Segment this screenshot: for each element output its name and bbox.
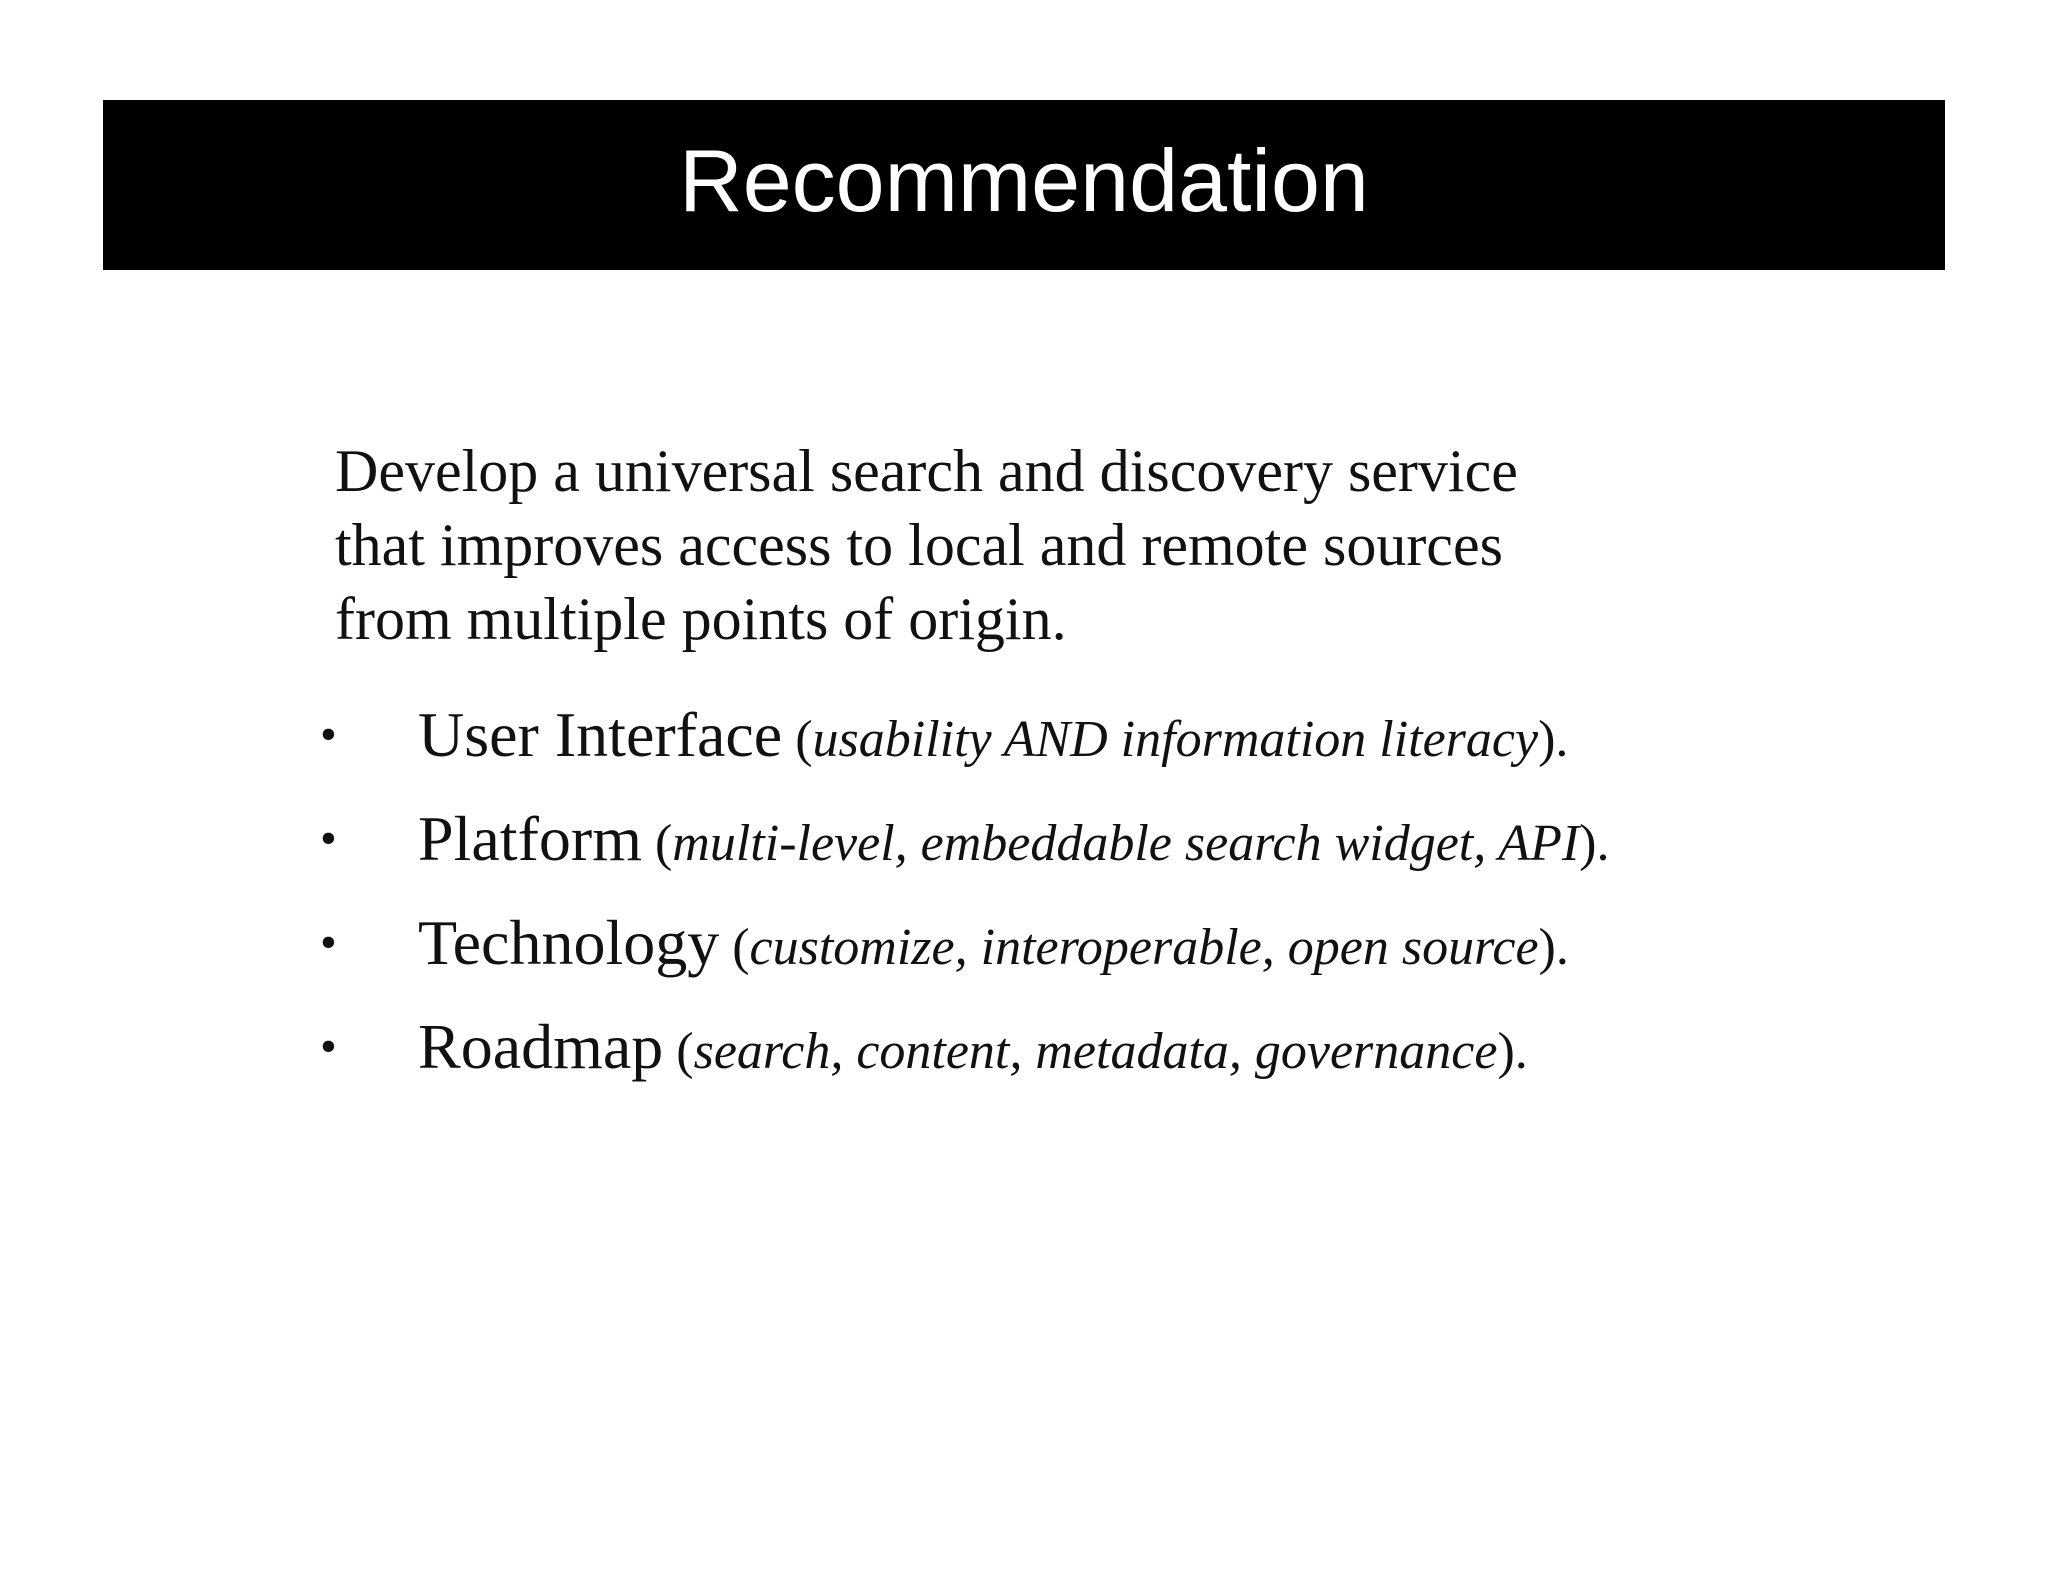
slide-title: Recommendation [679, 131, 1369, 230]
bullet-icon: • [320, 916, 337, 969]
intro-line: from multiple points of origin. [335, 586, 1067, 652]
bullet-close: ). [1538, 919, 1569, 976]
bullet-term: Technology [418, 907, 720, 978]
intro-paragraph [335, 434, 1735, 656]
bullet-open-paren: ( [663, 1023, 694, 1080]
bullet-list [320, 693, 1820, 1109]
title-bar [103, 100, 1945, 270]
bullet-text [418, 901, 1569, 1002]
bullet-item-roadmap [320, 1005, 1820, 1109]
bullet-item-platform [320, 797, 1820, 901]
bullet-text [418, 693, 1568, 794]
bullet-term: User Interface [418, 699, 783, 770]
bullet-item-user-interface [320, 693, 1820, 797]
bullet-open-paren: ( [719, 919, 750, 976]
bullet-detail: usability AND information literacy [812, 711, 1539, 768]
bullet-detail: customize, interoperable, open source [749, 919, 1539, 976]
bullet-detail: search, content, metadata, governance [693, 1023, 1498, 1080]
bullet-term: Roadmap [418, 1011, 664, 1082]
intro-line: Develop a universal search and discovery service [335, 438, 1518, 504]
bullet-item-technology [320, 901, 1820, 1005]
bullet-term: Platform [418, 803, 642, 874]
bullet-open-paren: ( [782, 711, 813, 768]
bullet-icon: • [320, 812, 337, 865]
bullet-icon: • [320, 708, 337, 761]
bullet-text [418, 1005, 1528, 1106]
bullet-icon: • [320, 1020, 337, 1073]
bullet-close: ). [1538, 711, 1569, 768]
bullet-close: ). [1579, 815, 1610, 872]
bullet-open-paren: ( [641, 815, 673, 872]
bullet-detail: multi-level, embeddable search widget, API [672, 815, 1580, 872]
bullet-text [418, 797, 1609, 898]
intro-line: that improves access to local and remote sources [335, 512, 1503, 578]
bullet-close: ). [1497, 1023, 1528, 1080]
